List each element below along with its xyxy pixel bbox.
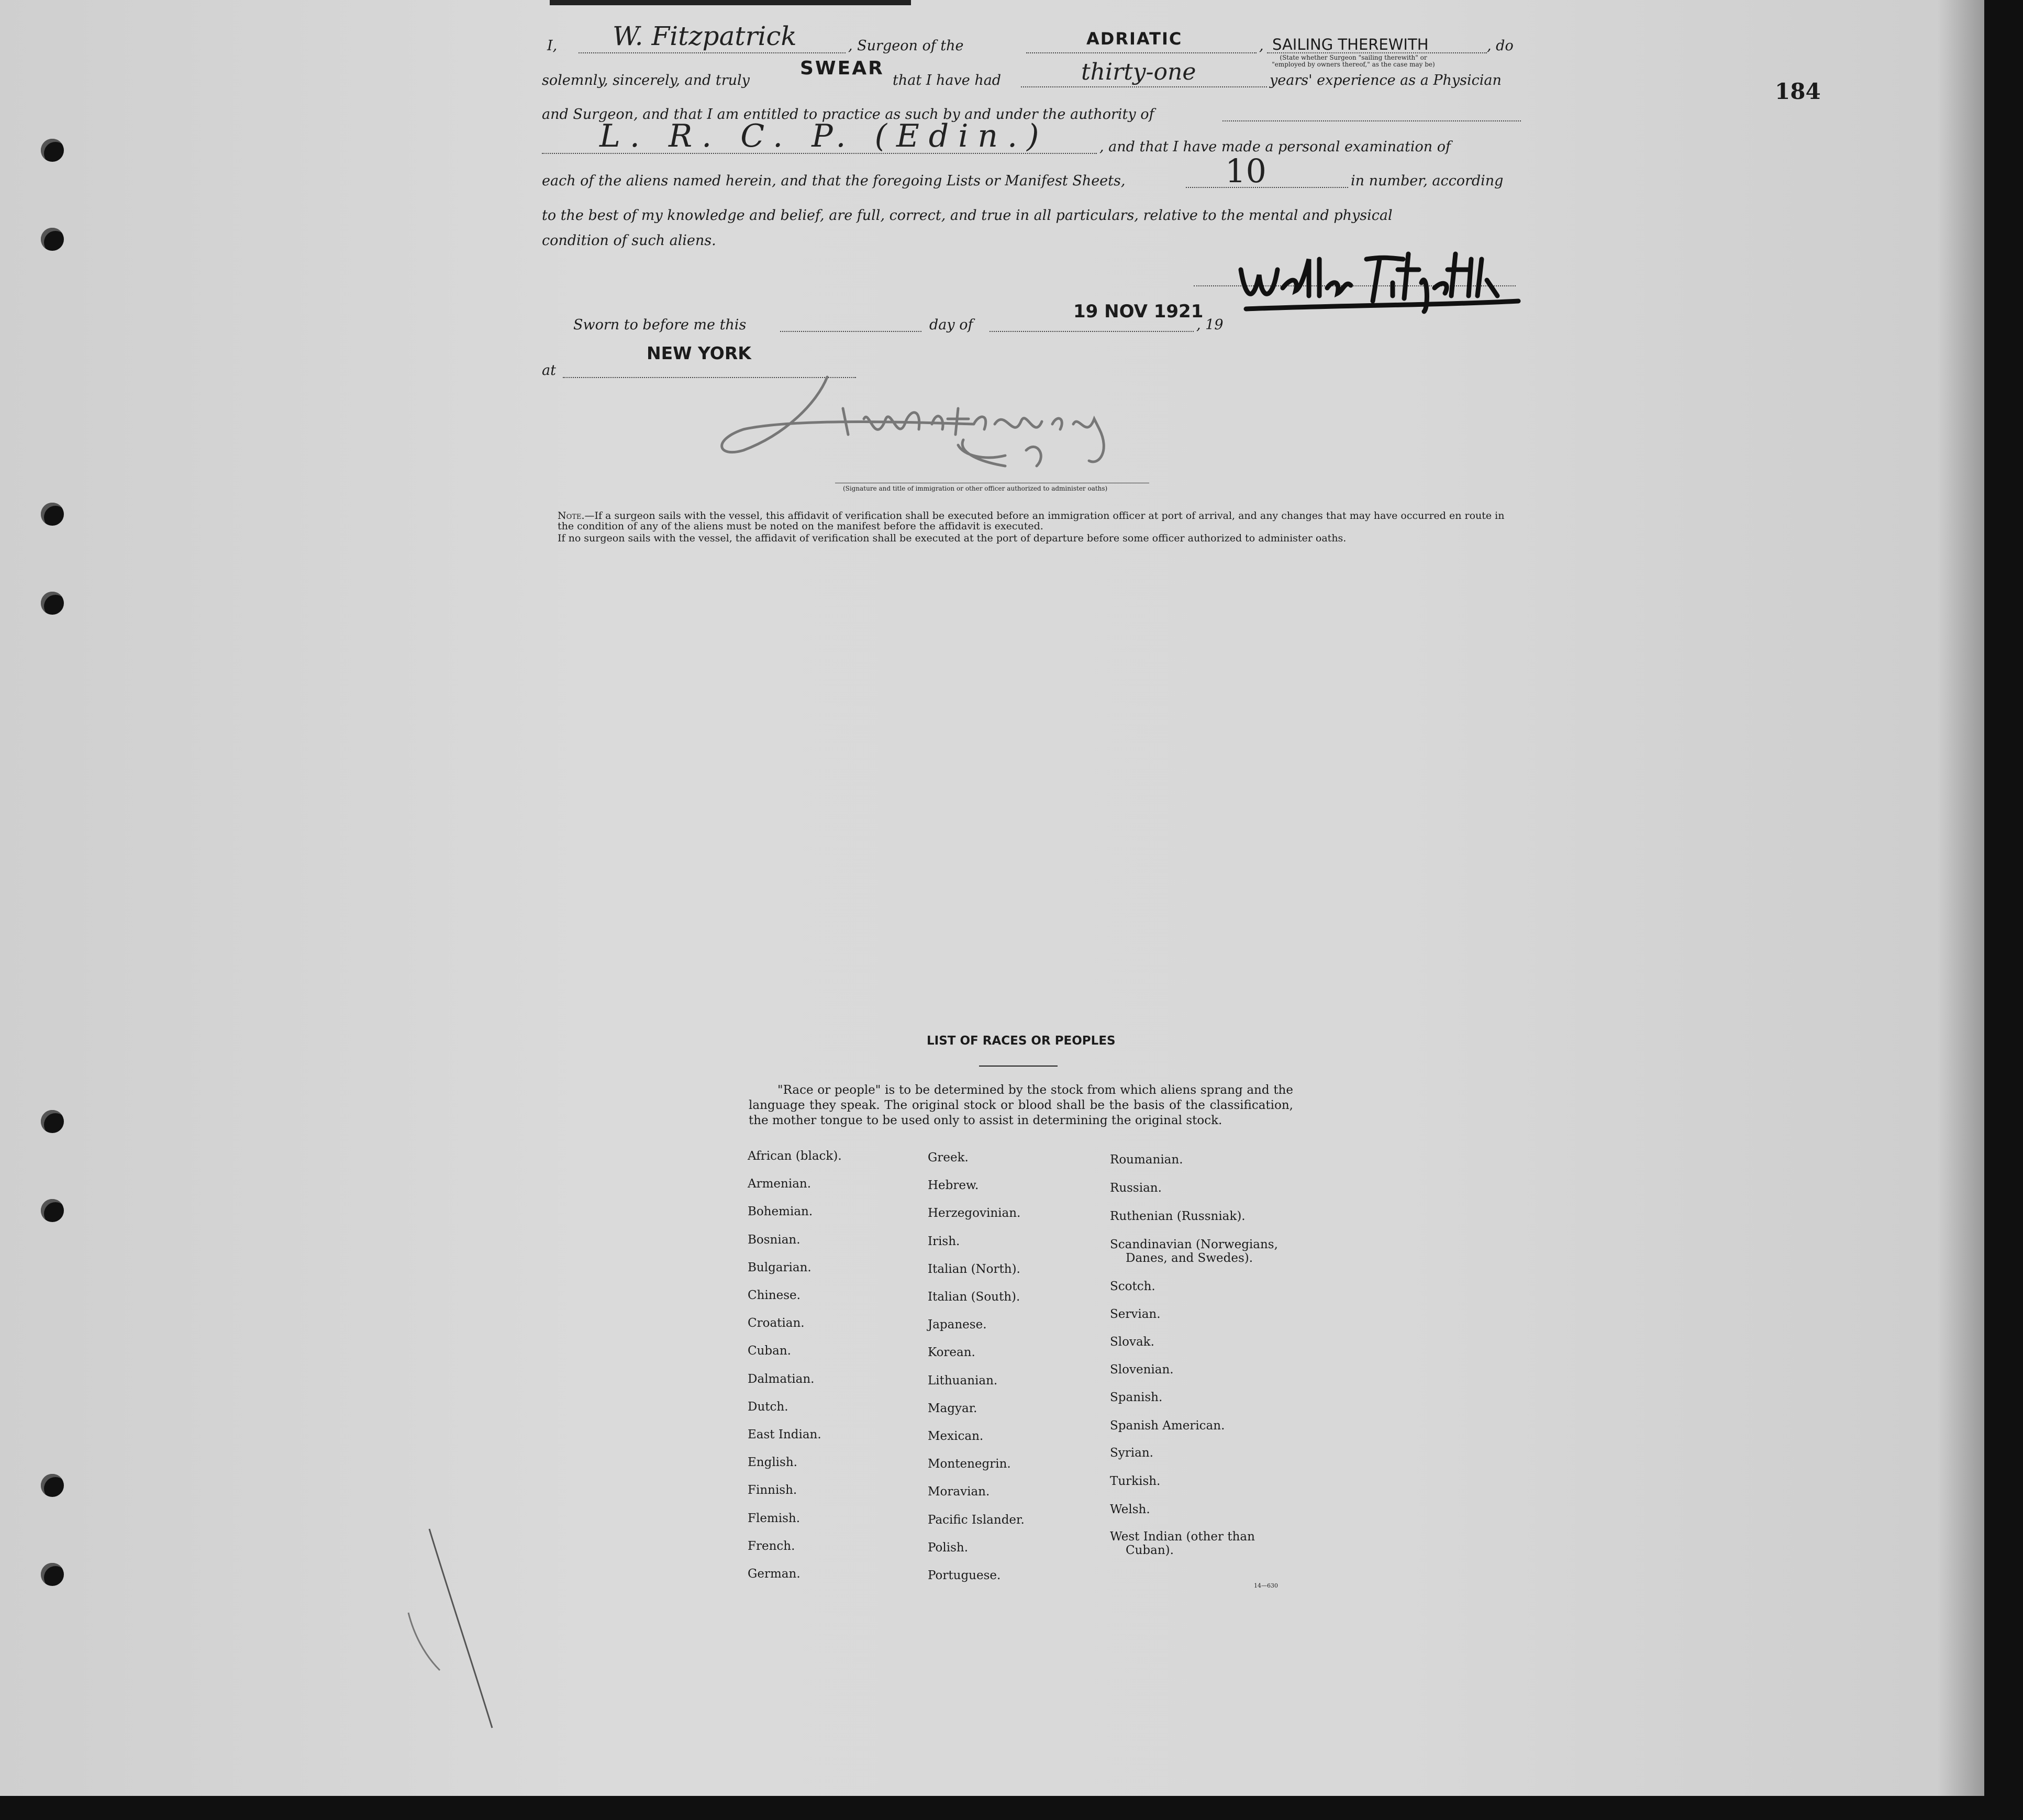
page-number: 184 [1775,79,1821,104]
race-entry: French. [748,1539,795,1553]
comma: , [1259,38,1264,54]
sailing-status-stamp: SAILING THEREWITH [1272,36,1429,53]
race-entry: Flemish. [748,1511,801,1525]
race-entry: Armenian. [748,1177,812,1191]
race-entry: Italian (North). [928,1262,1020,1276]
authority-label: and Surgeon, and that I am entitled to practice as such by and under the authority of [542,106,1154,123]
race-entry: German. [748,1567,801,1581]
condition-line: condition of such aliens. [542,232,716,249]
binder-hole [41,139,64,162]
note-lead: Note. [558,510,585,521]
race-entry: Syrian. [1110,1446,1153,1460]
race-entry: Slovenian. [1110,1363,1174,1377]
race-entry: Cuban. [748,1344,791,1358]
place-stamp: NEW YORK [647,343,751,363]
race-entry: Slovak. [1110,1335,1154,1349]
at-label: at [542,362,556,379]
sworn-day-rule [780,331,921,332]
binder-hole [41,1563,64,1586]
race-entry: Greek. [928,1151,969,1164]
binder-hole [41,228,64,251]
officer-caption: (Signature and title of immigration or other officer authorized to administer oaths) [843,485,1108,492]
page-edge-shadow [1937,0,1984,1796]
top-rule [550,0,911,5]
race-entry: Turkish. [1110,1474,1161,1488]
race-entry: Russian. [1110,1181,1162,1195]
race-entry: Hebrew. [928,1179,979,1193]
solemnly-label: solemnly, sincerely, and truly [542,72,750,88]
race-entry: Magyar. [928,1401,977,1415]
surgeon-signature [1236,238,1529,317]
have-had-label: that I have had [893,72,1002,88]
officer-signature [712,372,1183,476]
manifest-sheets-label: each of the aliens named herein, and that the foregoing Lists or Manifest Sheets, [542,173,1126,189]
race-entry: Italian (South). [928,1290,1020,1304]
note-line-1 [558,511,1505,521]
race-entry: Pacific Islander. [928,1513,1025,1527]
race-entry: East Indian. [748,1428,821,1441]
years-handwritten: thirty-one [1081,59,1196,85]
races-title-rule [979,1066,1058,1067]
knowledge-line: to the best of my knowledge and belief, are full, correct, and true in all particulars, relative to the mental and physical [542,207,1393,224]
examination-label: , and that I have made a personal examination of [1099,139,1451,155]
do-label: , do [1487,38,1514,54]
race-entry: English. [748,1456,797,1470]
binder-hole [41,503,64,526]
ship-rule [1026,52,1257,53]
swear-stamp: SWEAR [800,58,884,79]
race-entry: Montenegrin. [928,1457,1011,1471]
sworn-label: Sworn to before me this [573,317,747,333]
race-entry: Bulgarian. [748,1260,812,1274]
race-entry: Moravian. [928,1485,990,1499]
binder-hole [41,1199,64,1222]
note-line-3: If no surgeon sails with the vessel, the affidavit of verification shall be executed at the port of departure before some officer authorized to administer oaths. [558,532,1347,544]
binder-hole [41,1110,64,1133]
years-rule [1021,86,1267,87]
race-entry: Danes, and Swedes). [1126,1251,1253,1265]
authority-handwritten: L. R. C. P. (Edin.) [599,118,1049,154]
race-entry: Herzegovinian. [928,1206,1021,1220]
stray-pen-mark [408,1529,513,1764]
form-code: 14—630 [1254,1582,1278,1589]
races-intro: "Race or people" is to be determined by the stock from which aliens sprang and the language they speak. The original stock or blood shall be the basis of the classification, the mother tongue to be used only to assist in determining the original stock. [749,1083,1293,1127]
race-entry: Irish. [928,1234,960,1248]
race-entry: Portuguese. [928,1569,1001,1582]
race-entry: West Indian (other than [1110,1530,1255,1544]
in-number-label: in number, according [1351,173,1504,189]
race-entry: Polish. [928,1540,969,1555]
race-entry: Bosnian. [748,1233,801,1247]
race-entry: Roumanian. [1110,1153,1183,1167]
note-line-2: the condition of any of the aliens must be noted on the manifest before the affidavit is executed. [558,520,1043,532]
race-entry: Scandinavian (Norwegians, [1110,1238,1278,1251]
race-entry: Servian. [1110,1307,1161,1321]
surgeon-name: W. Fitzpatrick [613,21,797,51]
experience-label: years' experience as a Physician [1270,72,1502,88]
race-entry: African (black). [748,1149,842,1163]
ship-name-stamp: ADRIATIC [1086,29,1183,49]
race-entry: Welsh. [1110,1503,1150,1516]
race-entry: Spanish American. [1110,1419,1225,1433]
i-label: I, [547,38,558,54]
race-entry: Dutch. [748,1400,788,1414]
race-entry: Bohemian. [748,1205,813,1219]
binder-hole [41,592,64,615]
authority-rule-1 [1222,120,1521,121]
race-entry: Mexican. [928,1429,984,1443]
sheets-count: 10 [1225,152,1266,190]
sheets-rule [1186,187,1348,188]
race-entry: Korean. [928,1346,975,1360]
binder-hole [41,1474,64,1497]
day-of-label: day of [929,317,973,333]
race-entry: Japanese. [928,1318,987,1332]
race-entry: Croatian. [748,1316,805,1330]
race-entry: Dalmatian. [748,1372,815,1386]
race-entry: Cuban). [1126,1544,1174,1557]
race-entry: Chinese. [748,1289,801,1302]
race-entry: Scotch. [1110,1280,1155,1293]
race-entry: Spanish. [1110,1391,1163,1404]
races-title: LIST OF RACES OR PEOPLES [927,1034,1116,1048]
race-entry: Ruthenian (Russniak). [1110,1209,1246,1223]
race-entry: Lithuanian. [928,1373,998,1388]
note-text-1: —If a surgeon sails with the vessel, this affidavit of verification shall be executed before an immigration officer at port of arrival, and any changes that may have occurred en route in [584,510,1505,521]
race-entry: Finnish. [748,1483,797,1497]
sworn-month-rule [990,331,1194,332]
sailing-note: (State whether Surgeon "sailing therewith" or "employed by owners thereof," as the case may be) [1272,54,1435,68]
year-prefix: , 19 [1196,317,1224,333]
name-rule [579,52,846,53]
surgeon-of-label: , Surgeon of the [848,38,964,54]
date-stamp: 19 NOV 1921 [1073,301,1204,322]
